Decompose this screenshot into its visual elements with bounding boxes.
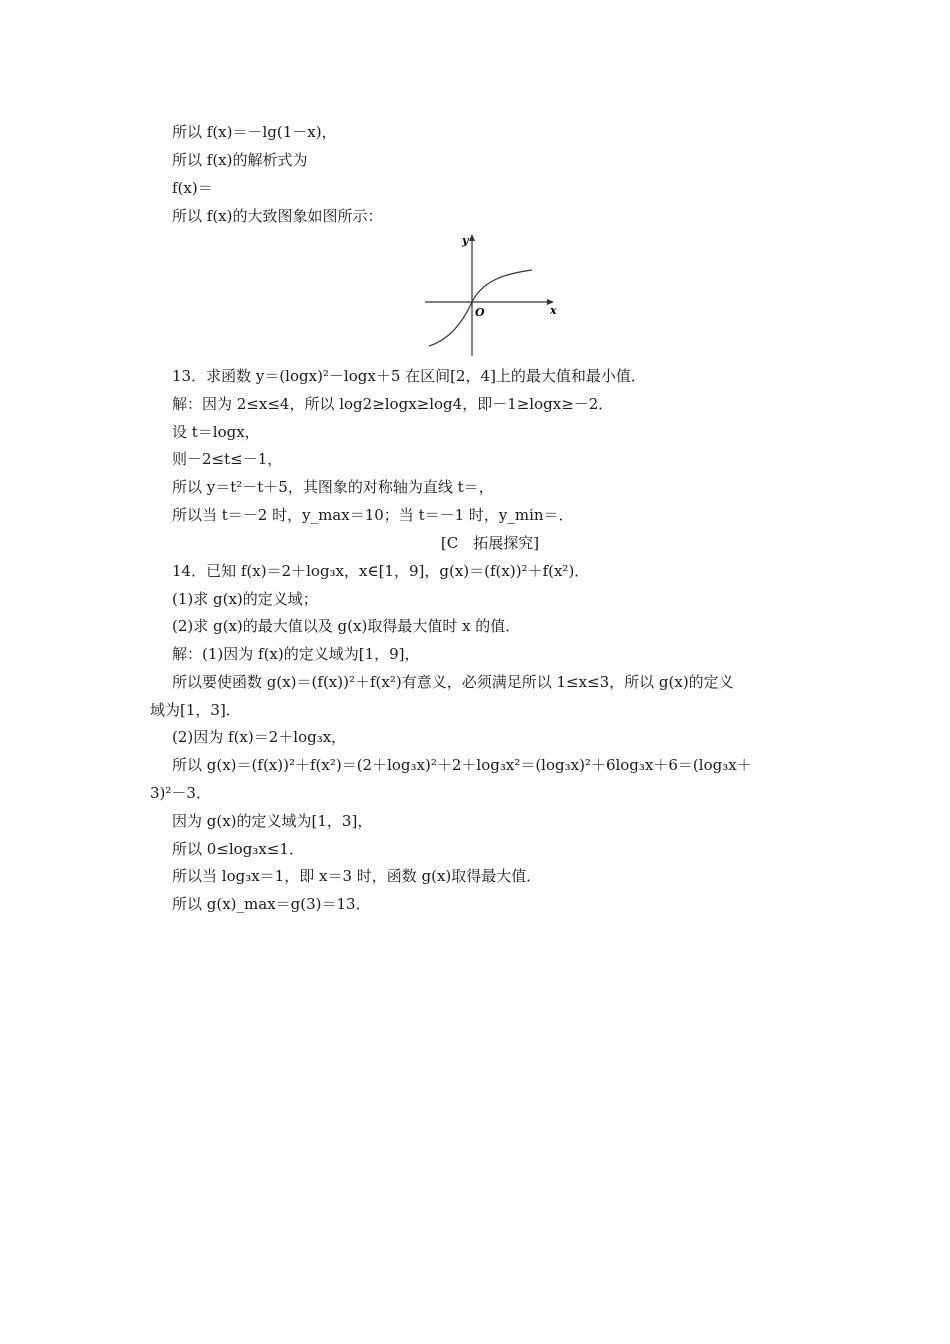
text-line-23: 所以当 log₃x＝1，即 x＝3 时，函数 g(x)取得最大值．: [172, 867, 542, 885]
text-line-15: 解：(1)因为 f(x)的定义域为[1，9]，: [172, 645, 420, 663]
text-line-10: 所以当 t＝－2 时，y_max＝10；当 t＝－1 时，y_min＝．: [172, 506, 574, 524]
section-heading: [C 拓展探究]: [440, 534, 540, 552]
x-axis-label: x: [550, 304, 557, 317]
text-line-22: 所以 0≤log₃x≤1．: [172, 840, 304, 858]
y-axis-label: y: [462, 234, 469, 247]
text-line-7: 设 t＝logx，: [172, 423, 260, 441]
text-line-12: 14．已知 f(x)＝2＋log₃x，x∈[1，9]，g(x)＝(f(x))²＋f(x²)．: [172, 562, 590, 580]
text-line-3: f(x)＝: [172, 179, 213, 197]
origin-label: O: [475, 306, 485, 319]
text-line-20: 3)²－3．: [150, 784, 211, 802]
text-line-17: 域为[1，3]．: [150, 701, 241, 719]
text-line-4: 所以 f(x)的大致图象如图所示：: [172, 207, 383, 225]
text-line-6: 解：因为 2≤x≤4，所以 log2≥logx≥log4，即－1≥logx≥－2．: [172, 395, 614, 413]
text-line-21: 因为 g(x)的定义域为[1，3]，: [172, 812, 373, 830]
text-line-2: 所以 f(x)的解析式为: [172, 151, 308, 169]
text-line-8: 则－2≤t≤－1，: [172, 450, 283, 468]
text-line-13: (1)求 g(x)的定义域；: [172, 590, 318, 608]
text-line-14: (2)求 g(x)的最大值以及 g(x)取得最大值时 x 的值．: [172, 617, 521, 635]
text-line-16: 所以要使函数 g(x)＝(f(x))²＋f(x²)有意义，必须满足所以 1≤x≤3，所以 g(x)的定义: [172, 673, 734, 691]
text-line-5: 13．求函数 y＝(logx)²－logx＋5 在区间[2，4]上的最大值和最小值．: [172, 367, 646, 385]
text-line-19: 所以 g(x)＝(f(x))²＋f(x²)＝(2＋log₃x)²＋2＋log₃x²＝(log₃x)²＋6log₃x＋6＝(log₃x＋: [172, 756, 752, 774]
y-axis-arrow: [469, 234, 475, 241]
text-line-9: 所以 y＝t²－t＋5，其图象的对称轴为直线 t＝，: [172, 478, 494, 496]
function-graph: [420, 228, 570, 360]
text-line-24: 所以 g(x)_max＝g(3)＝13．: [172, 895, 371, 913]
text-line-1: 所以 f(x)＝－lg(1－x)，: [172, 123, 337, 141]
text-line-18: (2)因为 f(x)＝2＋log₃x，: [172, 728, 347, 746]
